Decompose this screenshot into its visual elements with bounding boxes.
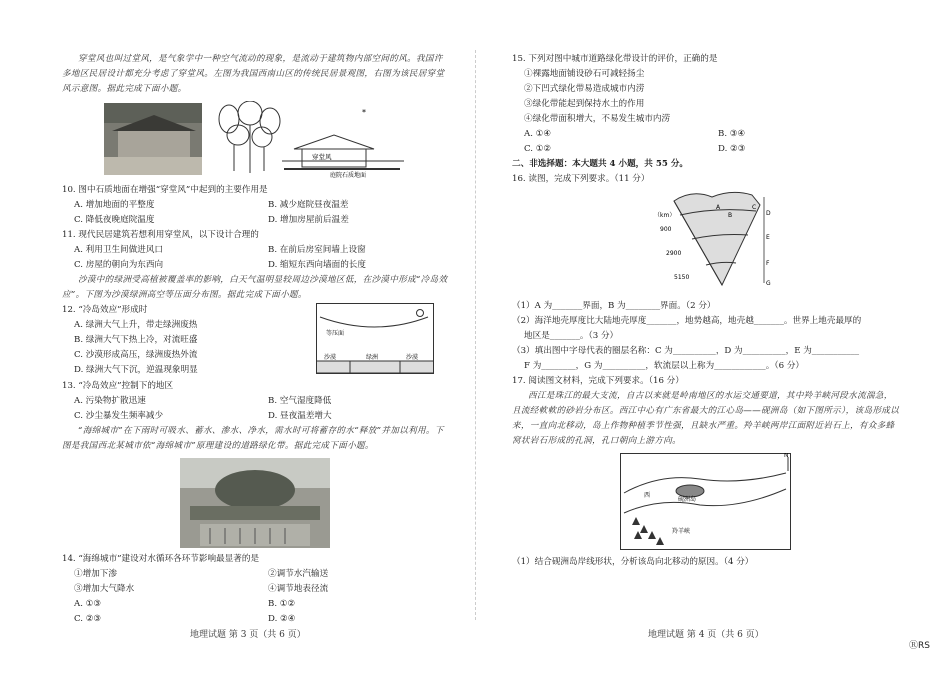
q15-item-4: ④绿化带面积增大，不易发生城市内涝 — [524, 114, 671, 124]
figure-photo-and-diagram — [104, 101, 404, 179]
q11-option-a[interactable]: A. 利用卫生间做进风口 — [74, 245, 164, 255]
q14-statements — [62, 567, 450, 627]
q11-option-c[interactable]: C. 房屋的朝向为东西向 — [74, 260, 164, 270]
q15-option-c[interactable]: C. ①② — [524, 144, 552, 154]
question-16: 16. 读图，完成下列要求。（11 分） — [512, 174, 650, 184]
q17-part-1: （1）结合砚洲岛岸线形状，分析该岛向北移动的原因。（4 分） — [512, 557, 754, 567]
q11-option-d[interactable]: D. 缩短东西向墙面的长度 — [268, 260, 366, 270]
label-lingyang: 羚羊峡 — [672, 528, 691, 535]
q12-option-d[interactable]: D. 绿洲大气下沉，逆温现象明显 — [74, 365, 198, 375]
label-km: （km） — [654, 212, 676, 219]
q14-option-b[interactable]: B. ①② — [268, 599, 296, 609]
footer-page-3: 地理试题 第 3 页（共 6 页） — [190, 630, 306, 640]
q11-option-b[interactable]: B. 在前后房室间墙上设窗 — [268, 245, 366, 255]
q15-item-1: ①裸露地面铺设砂石可减轻扬尘 — [524, 69, 645, 79]
page-divider — [475, 50, 476, 620]
q12-option-c[interactable]: C. 沙漠形成高压，绿洲废热外流 — [74, 350, 198, 360]
q13-option-a[interactable]: A. 污染物扩散迅速 — [74, 396, 146, 406]
letter-b: B — [728, 212, 733, 219]
earth-layers-diagram — [652, 187, 782, 297]
q16-part-2b: 地区是_______。（3 分） — [524, 331, 619, 341]
intro-passage-1: 穿堂风也叫过堂风，是气象学中一种空气流动的现象，是流动于建筑物内部空间的风。我国许多地区民居设计都充分考虑了穿堂风。左图为我国西南山区的传统民居景观图，右图为该民居穿堂风示意图。据此完成下面小题。 — [62, 54, 445, 94]
letter-d: D — [766, 210, 771, 217]
figure-chuantangfeng — [104, 101, 450, 179]
q15-option-d[interactable]: D. ②③ — [718, 144, 746, 154]
letter-f: F — [766, 260, 770, 267]
q15-option-b[interactable]: B. ③④ — [718, 129, 746, 139]
figure-sponge-city — [180, 458, 450, 550]
question-15: 15. 下列对图中城市道路绿化带设计的评价，正确的是 — [512, 54, 718, 64]
figure-earth-layers — [652, 187, 900, 299]
q17-passage: 西江是珠江的最大支流，自古以来就是岭南地区的水运交通要道，其中羚羊峡河段水流湍急，且流经軟軟的砂岩分布区。西江中心有广东省最大的江心岛——砚洲岛（如下图所示），该岛形成以来，一直向北移动，岛上作物种植季节性强，且缺水严重。羚羊峡两岸江面附近岩石上，有众多蜂窝状岩石形成的孔洞，孔口朝向上游方向。 — [512, 391, 900, 446]
left-page — [62, 52, 450, 627]
q12-option-b[interactable]: B. 绿洲大气下热上冷，对流旺盛 — [74, 335, 198, 345]
q16-part-1: （1）A 为_______界面，B 为________界面。（2 分） — [512, 301, 716, 311]
photo-greenbelt — [180, 458, 330, 548]
q10-option-a[interactable]: A. 增加地面的平整度 — [74, 200, 155, 210]
q16-part-2a: （2）海洋地壳厚度比大陆地壳厚度_______，地势越高，地壳越_______。世界上地壳最厚的 — [512, 316, 862, 326]
q10-option-b[interactable]: B. 减少庭院昼夜温差 — [268, 200, 349, 210]
intro-passage-3: “海绵城市”在下雨时可吸水、蓄水、渗水、净水，需水时可将蓄存的水“释放”并加以利用。下图是我国西北某城市依“海绵城市”原理建设的道路绿化带。据此完成下面小题。 — [62, 426, 444, 451]
label-desert-left: 沙漠 — [324, 354, 337, 361]
label-oasis: 绿洲 — [366, 354, 379, 361]
label-yanzhou: 砚洲岛 — [678, 496, 697, 503]
q12-option-a[interactable]: A. 绿洲大气上升，带走绿洲废热 — [74, 320, 198, 330]
figure-cold-island — [316, 303, 434, 375]
q13-options — [62, 394, 450, 424]
q10-option-c[interactable]: C. 降低夜晚庭院温度 — [74, 215, 155, 225]
q15-options — [512, 127, 900, 157]
label-ground: 庭院石质地面 — [330, 172, 367, 179]
label-wind: 穿堂风 — [312, 153, 332, 161]
letter-e: E — [766, 234, 770, 241]
label-west: 西 — [644, 492, 651, 499]
q11-options — [62, 243, 450, 273]
question-14: 14. “海绵城市”建设对水循环各环节影响最显著的是 — [62, 554, 260, 564]
sun-icon — [417, 310, 424, 317]
label-isobar: 等压面 — [326, 330, 345, 337]
depth-5150: 5150 — [674, 274, 690, 281]
q14-item-4: ④调节地表径流 — [268, 584, 329, 594]
depth-2900: 2900 — [666, 250, 682, 257]
intro-passage-2: 沙漠中的绿洲受高植被覆盖率的影响，白天气温明显较周边沙漠地区低，在沙漠中形成“冷岛效应”。下图为沙漠绿洲高空等压面分布图。据此完成下面小题。 — [62, 275, 448, 300]
letter-c: C — [752, 204, 757, 211]
q15-item-2: ②下凹式绿化带易造成城市内涝 — [524, 84, 645, 94]
q14-option-c[interactable]: C. ②③ — [74, 614, 102, 624]
depth-900: 900 — [660, 226, 672, 233]
q10-options — [62, 198, 450, 228]
letter-a: A — [716, 204, 721, 211]
question-11: 11. 现代民居建筑若想利用穿堂风，以下设计合理的 — [62, 230, 259, 240]
question-13: 13. “冷岛效应”控制下的地区 — [62, 381, 174, 391]
wind-schematic — [282, 108, 404, 179]
q14-item-2: ②调节水汽输送 — [268, 569, 329, 579]
q14-option-a[interactable]: A. ①③ — [74, 599, 102, 609]
q13-option-c[interactable]: C. 沙尘暴发生频率减少 — [74, 411, 164, 421]
q14-item-1: ①增加下渗 — [74, 569, 117, 579]
label-desert-right: 沙漠 — [406, 354, 419, 361]
publisher-logo: ⓇRS — [909, 641, 930, 651]
question-12: 12. “冷岛效应”形成时 — [62, 305, 148, 315]
q15-option-a[interactable]: A. ①④ — [524, 129, 552, 139]
right-page — [512, 52, 900, 570]
q13-option-d[interactable]: D. 昼夜温差增大 — [268, 411, 332, 421]
north-arrow-icon: N — [784, 453, 789, 459]
section-2-heading: 二、非选择题：本大题共 4 小题，共 55 分。 — [512, 159, 689, 169]
q12-block — [62, 303, 450, 379]
tree-sketch — [219, 101, 280, 173]
q16-part-3a: （3）填出图中字母代表的圈层名称：C 为__________，D 为__________，E 为___________ — [512, 346, 860, 356]
q16-part-3b: F 为________，G 为__________，软流层以上称为____________。（6 分） — [524, 361, 805, 371]
question-10: 10. 图中石质地面在增强“穿堂风”中起到的主要作用是 — [62, 185, 268, 195]
q14-item-3: ③增加大气降水 — [74, 584, 135, 594]
figure-yanzhou-island — [620, 453, 900, 553]
q15-item-3: ③绿化带能起到保持水土的作用 — [524, 99, 645, 109]
q10-option-d[interactable]: D. 增加房屋前后温差 — [268, 215, 349, 225]
map-yanzhou — [620, 453, 796, 551]
letter-g: G — [766, 280, 771, 287]
footer-page-4: 地理试题 第 4 页（共 6 页） — [648, 630, 764, 640]
q14-option-d[interactable]: D. ②④ — [268, 614, 296, 624]
q13-option-b[interactable]: B. 空气湿度降低 — [268, 396, 332, 406]
question-17: 17. 阅读图文材料，完成下列要求。（16 分） — [512, 376, 684, 386]
svg-text:*: * — [362, 108, 366, 117]
